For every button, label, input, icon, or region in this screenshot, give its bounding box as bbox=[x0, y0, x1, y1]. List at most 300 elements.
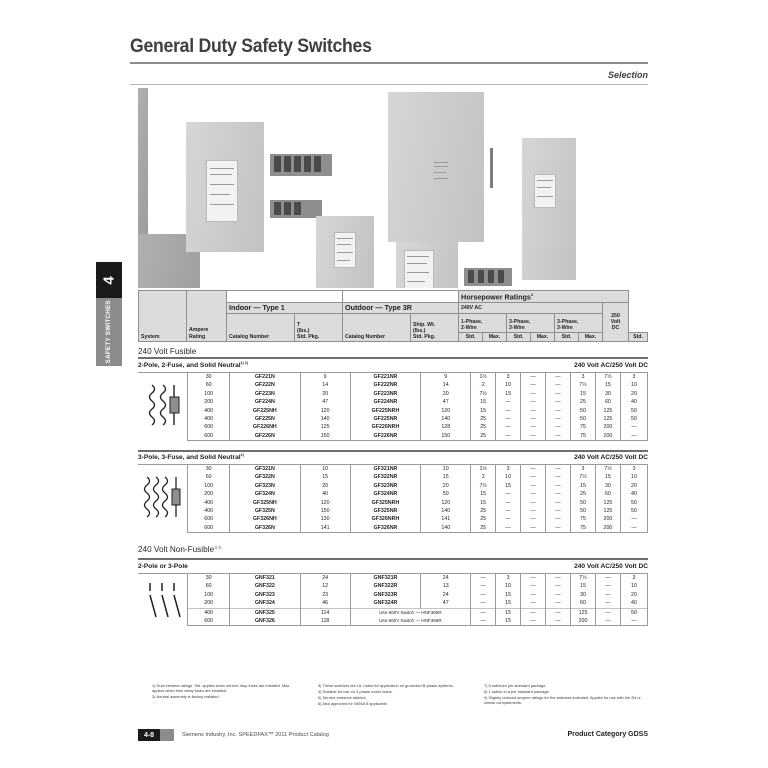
subsection-voltage-3: 240 Volt AC/250 Volt DC bbox=[574, 563, 648, 570]
header-weight-outdoor: Ship. Wt. (lbs.) Std. Pkg. bbox=[411, 313, 459, 342]
cell-hp-3ph-b-max: 125 bbox=[595, 507, 620, 515]
cell-hp-3ph-a-max: — bbox=[546, 582, 571, 590]
table-row bbox=[138, 608, 648, 617]
cell-catalog-outdoor: GNF324R bbox=[350, 599, 421, 608]
cell-weight-indoor: 114 bbox=[300, 608, 350, 617]
cell-dc: 40 bbox=[620, 490, 647, 498]
subsection-voltage-1: 240 Volt AC/250 Volt DC bbox=[574, 362, 648, 369]
cell-weight-outdoor: 50 bbox=[421, 490, 471, 498]
cell-hp-3ph-b-max: 15 bbox=[595, 381, 620, 389]
cell-catalog-indoor: GF326N bbox=[229, 524, 300, 533]
cell-hp-3ph-b-std: 3 bbox=[571, 373, 596, 382]
chapter-number: 4 bbox=[100, 275, 118, 285]
cell-weight-indoor: 125 bbox=[300, 423, 350, 431]
cell-weight-outdoor: 120 bbox=[421, 499, 471, 507]
cell-hp-1ph-std: 25 bbox=[471, 507, 496, 515]
cell-hp-3ph-b-max: — bbox=[595, 608, 620, 617]
cell-weight-outdoor: 20 bbox=[421, 482, 471, 490]
cell-hp-1ph-max: 15 bbox=[496, 617, 521, 626]
cell-hp-3ph-a-std: — bbox=[521, 407, 546, 415]
footnotes-column-2 bbox=[318, 683, 468, 707]
cell-hp-3ph-b-std: 7½ bbox=[571, 381, 596, 389]
cell-hp-1ph-std: 1½ bbox=[471, 465, 496, 474]
cell-weight-outdoor: 24 bbox=[421, 574, 471, 583]
cell-dc: 50 bbox=[620, 507, 647, 515]
subsection-label-2pole: 2-Pole, 2-Fuse, and Solid Neutral$^{1) 2)}$ bbox=[138, 361, 248, 370]
cell-weight-indoor: 15 bbox=[300, 473, 350, 481]
cell-catalog-indoor: GNF326 bbox=[229, 617, 300, 626]
cell-amp: 600 bbox=[188, 432, 230, 441]
cell-catalog-indoor: GNF324 bbox=[229, 599, 300, 608]
cell-hp-3ph-a-max: — bbox=[546, 490, 571, 498]
cell-catalog-indoor: GF321N bbox=[229, 465, 300, 474]
cell-hp-3ph-b-std: 50 bbox=[571, 415, 596, 423]
table-row bbox=[138, 415, 648, 423]
header-3phase-3wire-a: 3-Phase, 3-Wire bbox=[507, 313, 555, 332]
symbol-3fuse-solid-neutral bbox=[138, 465, 188, 533]
cell-hp-1ph-std: 25 bbox=[471, 432, 496, 441]
table-row bbox=[138, 473, 648, 481]
cell-weight-indoor: 24 bbox=[300, 574, 350, 583]
cell-weight-outdoor: 10 bbox=[421, 465, 471, 474]
cell-hp-1ph-std: 7½ bbox=[471, 390, 496, 398]
cell-hp-3ph-b-std: 15 bbox=[571, 390, 596, 398]
footer-publisher: Siemens Industry, Inc. SPEEDFAX™ 2011 Product Catalog bbox=[182, 732, 329, 738]
table-row bbox=[138, 398, 648, 406]
cell-catalog-outdoor: GF324NR bbox=[350, 490, 421, 498]
selection-label: Selection bbox=[607, 70, 648, 80]
footer-accent-bar bbox=[160, 729, 174, 741]
cell-catalog-indoor: GNF323 bbox=[229, 591, 300, 599]
cell-weight-outdoor: 150 bbox=[421, 432, 471, 441]
table-row bbox=[138, 591, 648, 599]
subsection-label-3pole: 3-Pole, 3-Fuse, and Solid Neutral$^{2)}$ bbox=[138, 453, 244, 462]
header-3phase-3wire-b: 3-Phase, 3-Wire bbox=[555, 313, 603, 332]
cell-hp-3ph-b-std: 75 bbox=[571, 524, 596, 533]
header-240vac: 240V AC bbox=[459, 302, 603, 313]
symbol-2fuse-solid-neutral bbox=[138, 373, 188, 441]
cell-hp-3ph-b-max: 30 bbox=[595, 482, 620, 490]
cell-dc: 10 bbox=[620, 381, 647, 389]
header-std-dc: Std. bbox=[629, 332, 648, 342]
cell-hp-3ph-b-max: 200 bbox=[595, 423, 620, 431]
cell-hp-3ph-a-max: — bbox=[546, 398, 571, 406]
cell-catalog-outdoor: GF222NR bbox=[350, 381, 421, 389]
table-row bbox=[138, 599, 648, 608]
cell-weight-outdoor: 9 bbox=[421, 373, 471, 382]
cell-amp: 200 bbox=[188, 490, 230, 498]
cell-dc: 20 bbox=[620, 591, 647, 599]
cell-dc: 20 bbox=[620, 482, 647, 490]
cell-amp: 400 bbox=[188, 507, 230, 515]
cell-hp-1ph-std: 25 bbox=[471, 423, 496, 431]
cell-hp-1ph-std: — bbox=[471, 599, 496, 608]
cell-hp-1ph-std: 15 bbox=[471, 407, 496, 415]
cell-hp-1ph-max: 15 bbox=[496, 608, 521, 617]
cell-catalog-indoor: GF226NH bbox=[229, 423, 300, 431]
cell-weight-outdoor: 20 bbox=[421, 390, 471, 398]
cell-catalog-outdoor: GF322NR bbox=[350, 473, 421, 481]
cell-hp-1ph-max: 15 bbox=[496, 591, 521, 599]
cell-catalog-indoor: GF322N bbox=[229, 473, 300, 481]
cell-dc: — bbox=[620, 432, 647, 441]
cell-hp-3ph-a-std: — bbox=[521, 524, 546, 533]
cell-amp: 100 bbox=[188, 482, 230, 490]
footnotes-column-3 bbox=[484, 683, 649, 706]
cell-hp-3ph-a-max: — bbox=[546, 524, 571, 533]
cell-hp-3ph-a-std: — bbox=[521, 415, 546, 423]
cell-hp-1ph-max: 15 bbox=[496, 390, 521, 398]
cell-hp-1ph-max: — bbox=[496, 507, 521, 515]
cell-catalog-indoor: GF226N bbox=[229, 432, 300, 441]
cell-hp-1ph-std: — bbox=[471, 617, 496, 626]
page-title: General Duty Safety Switches bbox=[130, 36, 372, 57]
cell-hp-1ph-max: — bbox=[496, 490, 521, 498]
section-rule-3 bbox=[138, 558, 648, 560]
cell-catalog-indoor: GNF322 bbox=[229, 582, 300, 590]
cell-hp-3ph-b-max: 60 bbox=[595, 490, 620, 498]
header-max-2: Max. bbox=[531, 332, 555, 342]
cell-catalog-outdoor-note: Use 600V Switch — HNF365R bbox=[350, 608, 471, 617]
cell-hp-3ph-b-std: 75 bbox=[571, 432, 596, 441]
cell-catalog-outdoor: GF326NRH bbox=[350, 515, 421, 523]
data-table-2pole-fusible bbox=[138, 372, 648, 441]
cell-catalog-indoor: GF223N bbox=[229, 390, 300, 398]
cell-hp-3ph-a-std: — bbox=[521, 381, 546, 389]
cell-weight-outdoor: 24 bbox=[421, 591, 471, 599]
cell-catalog-outdoor: GF226NR bbox=[350, 432, 421, 441]
cell-hp-1ph-std: 25 bbox=[471, 415, 496, 423]
cell-hp-1ph-max: 3 bbox=[496, 574, 521, 583]
cell-hp-3ph-a-std: — bbox=[521, 482, 546, 490]
footnote-item: 5) Service entrance labeled. bbox=[318, 694, 367, 700]
cell-amp: 100 bbox=[188, 591, 230, 599]
cell-dc: — bbox=[620, 515, 647, 523]
cell-catalog-outdoor-note: Use 600V Switch — HNF366R bbox=[350, 617, 471, 626]
cell-hp-3ph-a-max: — bbox=[546, 617, 571, 626]
data-table-nonfusible bbox=[138, 573, 648, 626]
cell-catalog-indoor: GNF321 bbox=[229, 574, 300, 583]
product-photo bbox=[138, 88, 648, 288]
cell-amp: 60 bbox=[188, 473, 230, 481]
cell-catalog-indoor: GNF325 bbox=[229, 608, 300, 617]
header-std-2: Std. bbox=[507, 332, 531, 342]
cell-hp-3ph-b-max: 125 bbox=[595, 407, 620, 415]
cell-catalog-outdoor: GF221NR bbox=[350, 373, 421, 382]
cell-hp-3ph-b-max: — bbox=[595, 582, 620, 590]
cell-hp-1ph-max: — bbox=[496, 499, 521, 507]
cell-hp-3ph-a-std: — bbox=[521, 599, 546, 608]
cell-weight-outdoor: 140 bbox=[421, 507, 471, 515]
table-row bbox=[138, 490, 648, 498]
cell-weight-indoor: 47 bbox=[300, 398, 350, 406]
cell-hp-3ph-b-std: 75 bbox=[571, 515, 596, 523]
cell-amp: 600 bbox=[188, 617, 230, 626]
cell-hp-1ph-std: — bbox=[471, 608, 496, 617]
header-std-3: Std. bbox=[555, 332, 579, 342]
cell-hp-1ph-max: — bbox=[496, 423, 521, 431]
cell-hp-1ph-max: — bbox=[496, 415, 521, 423]
cell-hp-3ph-b-std: 7½ bbox=[571, 574, 596, 583]
cell-hp-3ph-a-std: — bbox=[521, 617, 546, 626]
cell-hp-3ph-a-max: — bbox=[546, 515, 571, 523]
cell-weight-indoor: 150 bbox=[300, 432, 350, 441]
cell-hp-3ph-a-std: — bbox=[521, 398, 546, 406]
table-row bbox=[138, 423, 648, 431]
cell-weight-outdoor: 140 bbox=[421, 415, 471, 423]
cell-hp-1ph-std: — bbox=[471, 574, 496, 583]
cell-amp: 30 bbox=[188, 465, 230, 474]
cell-dc: 3 bbox=[620, 373, 647, 382]
header-horsepower-ratings: Horsepower Ratings$^3$ bbox=[459, 291, 629, 303]
table-row bbox=[138, 582, 648, 590]
cell-catalog-indoor: GF326NH bbox=[229, 515, 300, 523]
cell-hp-3ph-a-max: — bbox=[546, 465, 571, 474]
cell-amp: 600 bbox=[188, 423, 230, 431]
header-ampere-rating: Ampere Rating bbox=[187, 291, 227, 342]
cell-hp-1ph-max: — bbox=[496, 432, 521, 441]
cell-hp-3ph-b-max: — bbox=[595, 574, 620, 583]
cell-hp-1ph-std: — bbox=[471, 591, 496, 599]
cell-hp-3ph-b-std: 50 bbox=[571, 407, 596, 415]
cell-hp-3ph-b-std: 125 bbox=[571, 608, 596, 617]
cell-hp-3ph-b-std: 7½ bbox=[571, 473, 596, 481]
cell-amp: 200 bbox=[188, 398, 230, 406]
footnote-item: 4) Suitable for use on 3-phase motor loads. bbox=[318, 688, 393, 694]
cell-hp-3ph-a-std: — bbox=[521, 473, 546, 481]
cell-hp-3ph-a-max: — bbox=[546, 432, 571, 441]
selection-divider bbox=[130, 84, 648, 85]
cell-catalog-outdoor: GF325NR bbox=[350, 507, 421, 515]
cell-catalog-outdoor: GNF321R bbox=[350, 574, 421, 583]
cell-amp: 600 bbox=[188, 524, 230, 533]
cell-catalog-outdoor: GF325NRH bbox=[350, 499, 421, 507]
cell-catalog-outdoor: GF223NR bbox=[350, 390, 421, 398]
cell-hp-1ph-std: 15 bbox=[471, 499, 496, 507]
cell-weight-outdoor: 13 bbox=[421, 582, 471, 590]
footnote-item: 1) Dual element ratings. Std. applies when service drop fuses are installed. Max. applies when time delay fuses are installed. bbox=[152, 683, 291, 694]
header-outdoor-type3r: Outdoor — Type 3R bbox=[343, 302, 459, 313]
cell-dc: 50 bbox=[620, 415, 647, 423]
footnote-item: 2) Neutral assembly is factory installed. bbox=[152, 694, 220, 700]
cell-hp-3ph-a-std: — bbox=[521, 465, 546, 474]
cell-hp-3ph-a-max: — bbox=[546, 482, 571, 490]
cell-hp-3ph-b-std: 15 bbox=[571, 482, 596, 490]
cell-hp-3ph-a-max: — bbox=[546, 373, 571, 382]
cell-weight-indoor: 14 bbox=[300, 381, 350, 389]
cell-hp-1ph-std: 2 bbox=[471, 473, 496, 481]
cell-hp-3ph-a-std: — bbox=[521, 507, 546, 515]
subsection-label-nonfusible: 2-Pole or 3-Pole bbox=[138, 563, 188, 570]
cell-catalog-indoor: GF324N bbox=[229, 490, 300, 498]
cell-catalog-outdoor: GF321NR bbox=[350, 465, 421, 474]
cell-catalog-outdoor: GF224NR bbox=[350, 398, 421, 406]
cell-hp-3ph-b-max: 7½ bbox=[595, 465, 620, 474]
cell-catalog-indoor: GF323N bbox=[229, 482, 300, 490]
cell-hp-3ph-a-std: — bbox=[521, 591, 546, 599]
cell-amp: 60 bbox=[188, 582, 230, 590]
cell-hp-1ph-std: 7½ bbox=[471, 482, 496, 490]
cell-catalog-outdoor: GF226NRH bbox=[350, 423, 421, 431]
table-row bbox=[138, 617, 648, 626]
cell-weight-outdoor: 120 bbox=[421, 407, 471, 415]
subsection-bar-2pole bbox=[138, 360, 648, 371]
header-catalog-number-indoor: Catalog Number bbox=[227, 313, 295, 342]
cell-hp-3ph-a-max: — bbox=[546, 407, 571, 415]
cell-catalog-outdoor: GF323NR bbox=[350, 482, 421, 490]
cell-amp: 600 bbox=[188, 515, 230, 523]
header-system: System bbox=[139, 291, 187, 342]
cell-amp: 60 bbox=[188, 381, 230, 389]
cell-weight-indoor: 120 bbox=[300, 407, 350, 415]
cell-hp-1ph-max: 10 bbox=[496, 381, 521, 389]
cell-weight-outdoor: 47 bbox=[421, 599, 471, 608]
subsection-bar-3pole bbox=[138, 452, 648, 463]
cell-hp-3ph-b-std: 75 bbox=[571, 423, 596, 431]
cell-hp-3ph-a-std: — bbox=[521, 390, 546, 398]
cell-dc: 10 bbox=[620, 582, 647, 590]
header-1phase-2wire: 1-Phase, 2-Wire bbox=[459, 313, 507, 332]
header-250vdc: 250 Volt DC bbox=[603, 302, 629, 342]
footnote-item: 9) Slightly reduced ampere ratings for the switches indicated. Applies for use with the 2N or similar compartments. bbox=[484, 694, 641, 706]
cell-weight-indoor: 46 bbox=[300, 599, 350, 608]
cell-hp-3ph-a-std: — bbox=[521, 423, 546, 431]
footer-product-category: Product Category GDSS bbox=[567, 731, 648, 738]
cell-hp-3ph-a-max: — bbox=[546, 499, 571, 507]
cell-hp-3ph-a-std: — bbox=[521, 490, 546, 498]
header-std-1: Std. bbox=[459, 332, 483, 342]
footnotes-column-1 bbox=[152, 683, 302, 700]
footnote-item: 8) 1 switch in a per standard package. bbox=[484, 688, 550, 694]
table-row bbox=[138, 507, 648, 515]
cell-catalog-indoor: GF222N bbox=[229, 381, 300, 389]
cell-hp-1ph-std: 25 bbox=[471, 515, 496, 523]
footnote-item: 6) Also approved for NEMA 5 applicable. bbox=[318, 700, 388, 706]
table-row bbox=[138, 432, 648, 441]
header-indoor-type1: Indoor — Type 1 bbox=[227, 302, 343, 313]
cell-hp-3ph-b-std: 15 bbox=[571, 582, 596, 590]
cell-amp: 200 bbox=[188, 599, 230, 608]
cell-hp-3ph-b-max: — bbox=[595, 617, 620, 626]
section-title-240v-nonfusible: 240 Volt Non-Fusible$^{1) 2)}$ bbox=[138, 545, 222, 554]
cell-weight-outdoor: 14 bbox=[421, 381, 471, 389]
cell-weight-indoor: 150 bbox=[300, 507, 350, 515]
cell-weight-outdoor: 47 bbox=[421, 398, 471, 406]
cell-dc: 40 bbox=[620, 599, 647, 608]
cell-amp: 400 bbox=[188, 499, 230, 507]
subsection-bar-nonfusible bbox=[138, 561, 648, 572]
cell-hp-3ph-a-std: — bbox=[521, 499, 546, 507]
cell-hp-1ph-std: 25 bbox=[471, 524, 496, 533]
cell-hp-3ph-a-std: — bbox=[521, 432, 546, 441]
cell-weight-indoor: 130 bbox=[300, 515, 350, 523]
cell-catalog-indoor: GF225N bbox=[229, 415, 300, 423]
cell-weight-outdoor: 128 bbox=[421, 423, 471, 431]
cell-hp-3ph-b-max: 125 bbox=[595, 415, 620, 423]
cell-amp: 400 bbox=[188, 415, 230, 423]
cell-hp-3ph-a-max: — bbox=[546, 599, 571, 608]
cell-hp-1ph-std: — bbox=[471, 582, 496, 590]
cell-weight-indoor: 140 bbox=[300, 415, 350, 423]
cell-hp-1ph-max: 3 bbox=[496, 465, 521, 474]
cell-hp-1ph-max: 10 bbox=[496, 473, 521, 481]
table-row bbox=[138, 407, 648, 415]
cell-weight-indoor: 141 bbox=[300, 524, 350, 533]
cell-weight-outdoor: 141 bbox=[421, 515, 471, 523]
cell-hp-3ph-b-std: 25 bbox=[571, 398, 596, 406]
cell-hp-1ph-std: 15 bbox=[471, 490, 496, 498]
cell-dc: 50 bbox=[620, 499, 647, 507]
table-row bbox=[138, 381, 648, 389]
cell-hp-3ph-a-std: — bbox=[521, 373, 546, 382]
header-max-1: Max. bbox=[483, 332, 507, 342]
cell-hp-3ph-b-std: 50 bbox=[571, 499, 596, 507]
cell-hp-1ph-max: — bbox=[496, 398, 521, 406]
cell-hp-1ph-std: 1½ bbox=[471, 373, 496, 382]
cell-hp-3ph-b-max: 15 bbox=[595, 473, 620, 481]
cell-hp-3ph-b-max: 200 bbox=[595, 432, 620, 441]
cell-amp: 30 bbox=[188, 373, 230, 382]
cell-weight-indoor: 120 bbox=[300, 499, 350, 507]
cell-amp: 100 bbox=[188, 390, 230, 398]
footnote-item: 7) 5 switches per standard package. bbox=[484, 683, 547, 688]
cell-dc: 10 bbox=[620, 473, 647, 481]
table-row bbox=[138, 515, 648, 523]
table-row bbox=[138, 482, 648, 490]
cell-weight-indoor: 12 bbox=[300, 582, 350, 590]
cell-weight-outdoor: 140 bbox=[421, 524, 471, 533]
cell-catalog-indoor: GF225NH bbox=[229, 407, 300, 415]
cell-amp: 30 bbox=[188, 574, 230, 583]
cell-catalog-indoor: GF224N bbox=[229, 398, 300, 406]
section-title-240v-fusible: 240 Volt Fusible bbox=[138, 347, 197, 356]
cell-hp-3ph-a-max: — bbox=[546, 608, 571, 617]
cell-hp-3ph-b-std: 30 bbox=[571, 591, 596, 599]
chapter-tab-number bbox=[96, 262, 122, 298]
cell-dc: 50 bbox=[620, 608, 647, 617]
cell-catalog-indoor: GF325NH bbox=[229, 499, 300, 507]
table-row bbox=[138, 499, 648, 507]
cell-hp-3ph-a-max: — bbox=[546, 473, 571, 481]
header-catalog-number-outdoor: Catalog Number bbox=[343, 313, 411, 342]
cell-hp-3ph-b-max: 30 bbox=[595, 390, 620, 398]
cell-hp-3ph-a-std: — bbox=[521, 515, 546, 523]
cell-hp-1ph-max: 15 bbox=[496, 599, 521, 608]
cell-amp: 400 bbox=[188, 608, 230, 617]
title-divider bbox=[130, 62, 648, 64]
cell-hp-3ph-a-max: — bbox=[546, 415, 571, 423]
cell-hp-3ph-a-max: — bbox=[546, 574, 571, 583]
section-rule-1 bbox=[138, 357, 648, 359]
cell-hp-3ph-b-max: 200 bbox=[595, 515, 620, 523]
data-table-3pole-fusible bbox=[138, 464, 648, 533]
cell-hp-3ph-b-std: 3 bbox=[571, 465, 596, 474]
cell-dc: — bbox=[620, 423, 647, 431]
cell-catalog-outdoor: GF326NR bbox=[350, 524, 421, 533]
cell-hp-3ph-b-std: 200 bbox=[571, 617, 596, 626]
cell-hp-1ph-max: 15 bbox=[496, 482, 521, 490]
cell-dc: 20 bbox=[620, 390, 647, 398]
cell-hp-1ph-max: 10 bbox=[496, 582, 521, 590]
cell-hp-3ph-b-max: — bbox=[595, 591, 620, 599]
cell-dc: — bbox=[620, 524, 647, 533]
header-max-3: Max. bbox=[579, 332, 603, 342]
cell-hp-3ph-b-max: — bbox=[595, 599, 620, 608]
cell-hp-3ph-a-std: — bbox=[521, 582, 546, 590]
subsection-voltage-2: 240 Volt AC/250 Volt DC bbox=[574, 454, 648, 461]
cell-catalog-outdoor: GF225NRH bbox=[350, 407, 421, 415]
chapter-tab-category bbox=[96, 298, 122, 366]
